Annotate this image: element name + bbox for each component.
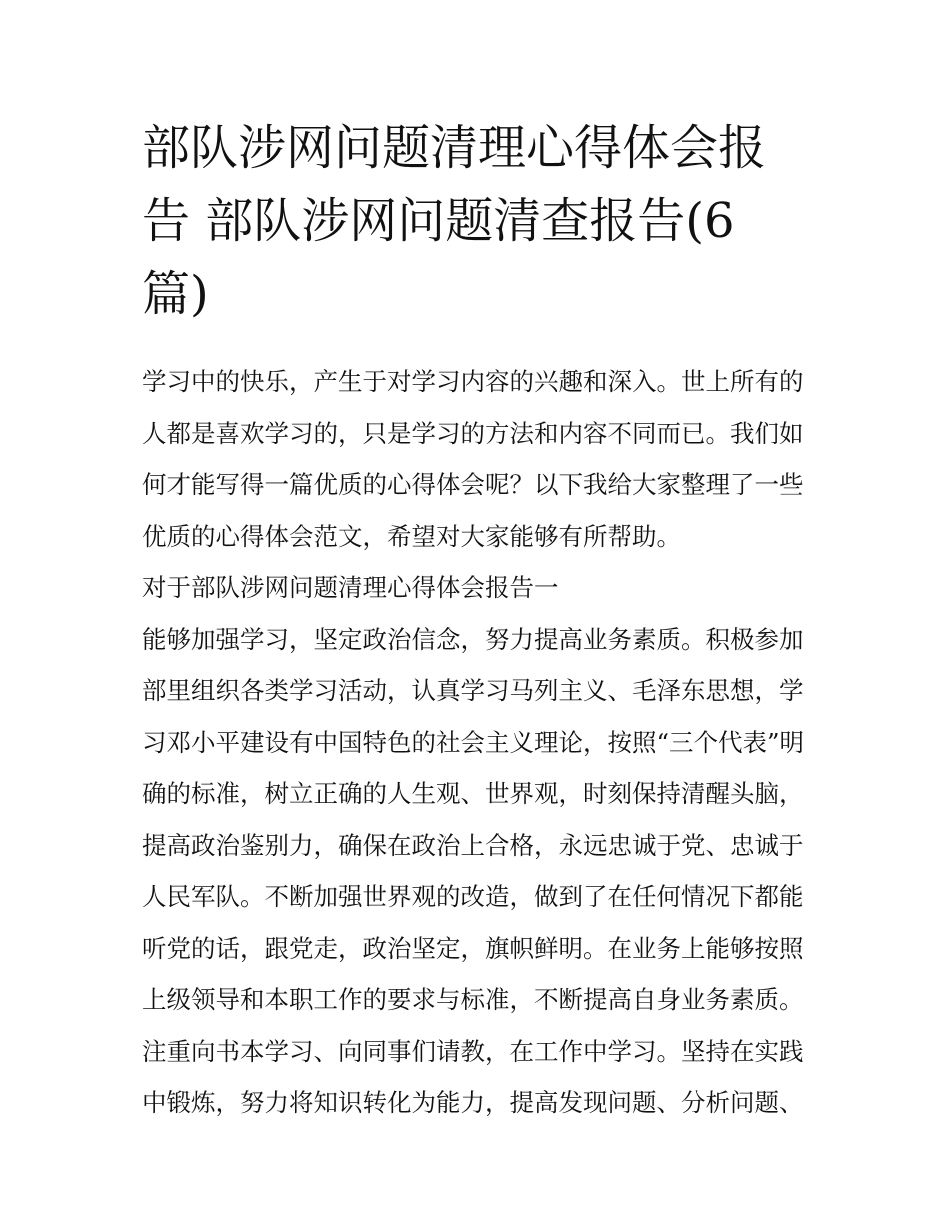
- section-line: 提高政治鉴别力，确保在政治上合格，永远忠诚于党、忠诚于: [142, 830, 804, 860]
- intro-line: 人都是喜欢学习的，只是学习的方法和内容不同而已。我们如: [142, 418, 804, 448]
- section-line: 确的标准，树立正确的人生观、世界观，时刻保持清醒头脑，: [142, 779, 804, 808]
- section-line: 能够加强学习，坚定政治信念，努力提高业务素质。积极参加: [142, 624, 804, 654]
- section-line: 上级领导和本职工作的要求与标准，不断提高自身业务素质。: [142, 985, 804, 1014]
- section-line: 习邓小平建设有中国特色的社会主义理论，按照“三个代表”明: [142, 727, 805, 757]
- title-line: 告 部队涉网问题清查报告(6: [142, 193, 735, 249]
- section-line: 中锻炼，努力将知识转化为能力，提高发现问题、分析问题、: [142, 1088, 804, 1117]
- section-line: 听党的话，跟党走，政治坚定，旗帜鲜明。在业务上能够按照: [142, 933, 804, 963]
- section-line: 部里组织各类学习活动，认真学习马列主义、毛泽东思想，学: [142, 676, 804, 705]
- document-title: [142, 112, 802, 331]
- intro-line: 优质的心得体会范文，希望对大家能够有所帮助。: [142, 521, 681, 551]
- title-line: 部队涉网问题清理心得体会报: [142, 120, 767, 176]
- intro-line: 学习中的快乐，产生于对学习内容的兴趣和深入。世上所有的: [142, 367, 804, 396]
- section-line: 注重向书本学习、向同事们请教，在工作中学习。坚持在实践: [142, 1036, 804, 1066]
- document-body: [142, 356, 822, 1129]
- section-line: 人民军队。不断加强世界观的改造，做到了在任何情况下都能: [142, 882, 804, 911]
- title-line: 篇): [142, 266, 209, 322]
- section-heading: 对于部队涉网问题清理心得体会报告一: [142, 573, 559, 602]
- intro-line: 何才能写得一篇优质的心得体会呢？以下我给大家整理了一些: [142, 470, 804, 499]
